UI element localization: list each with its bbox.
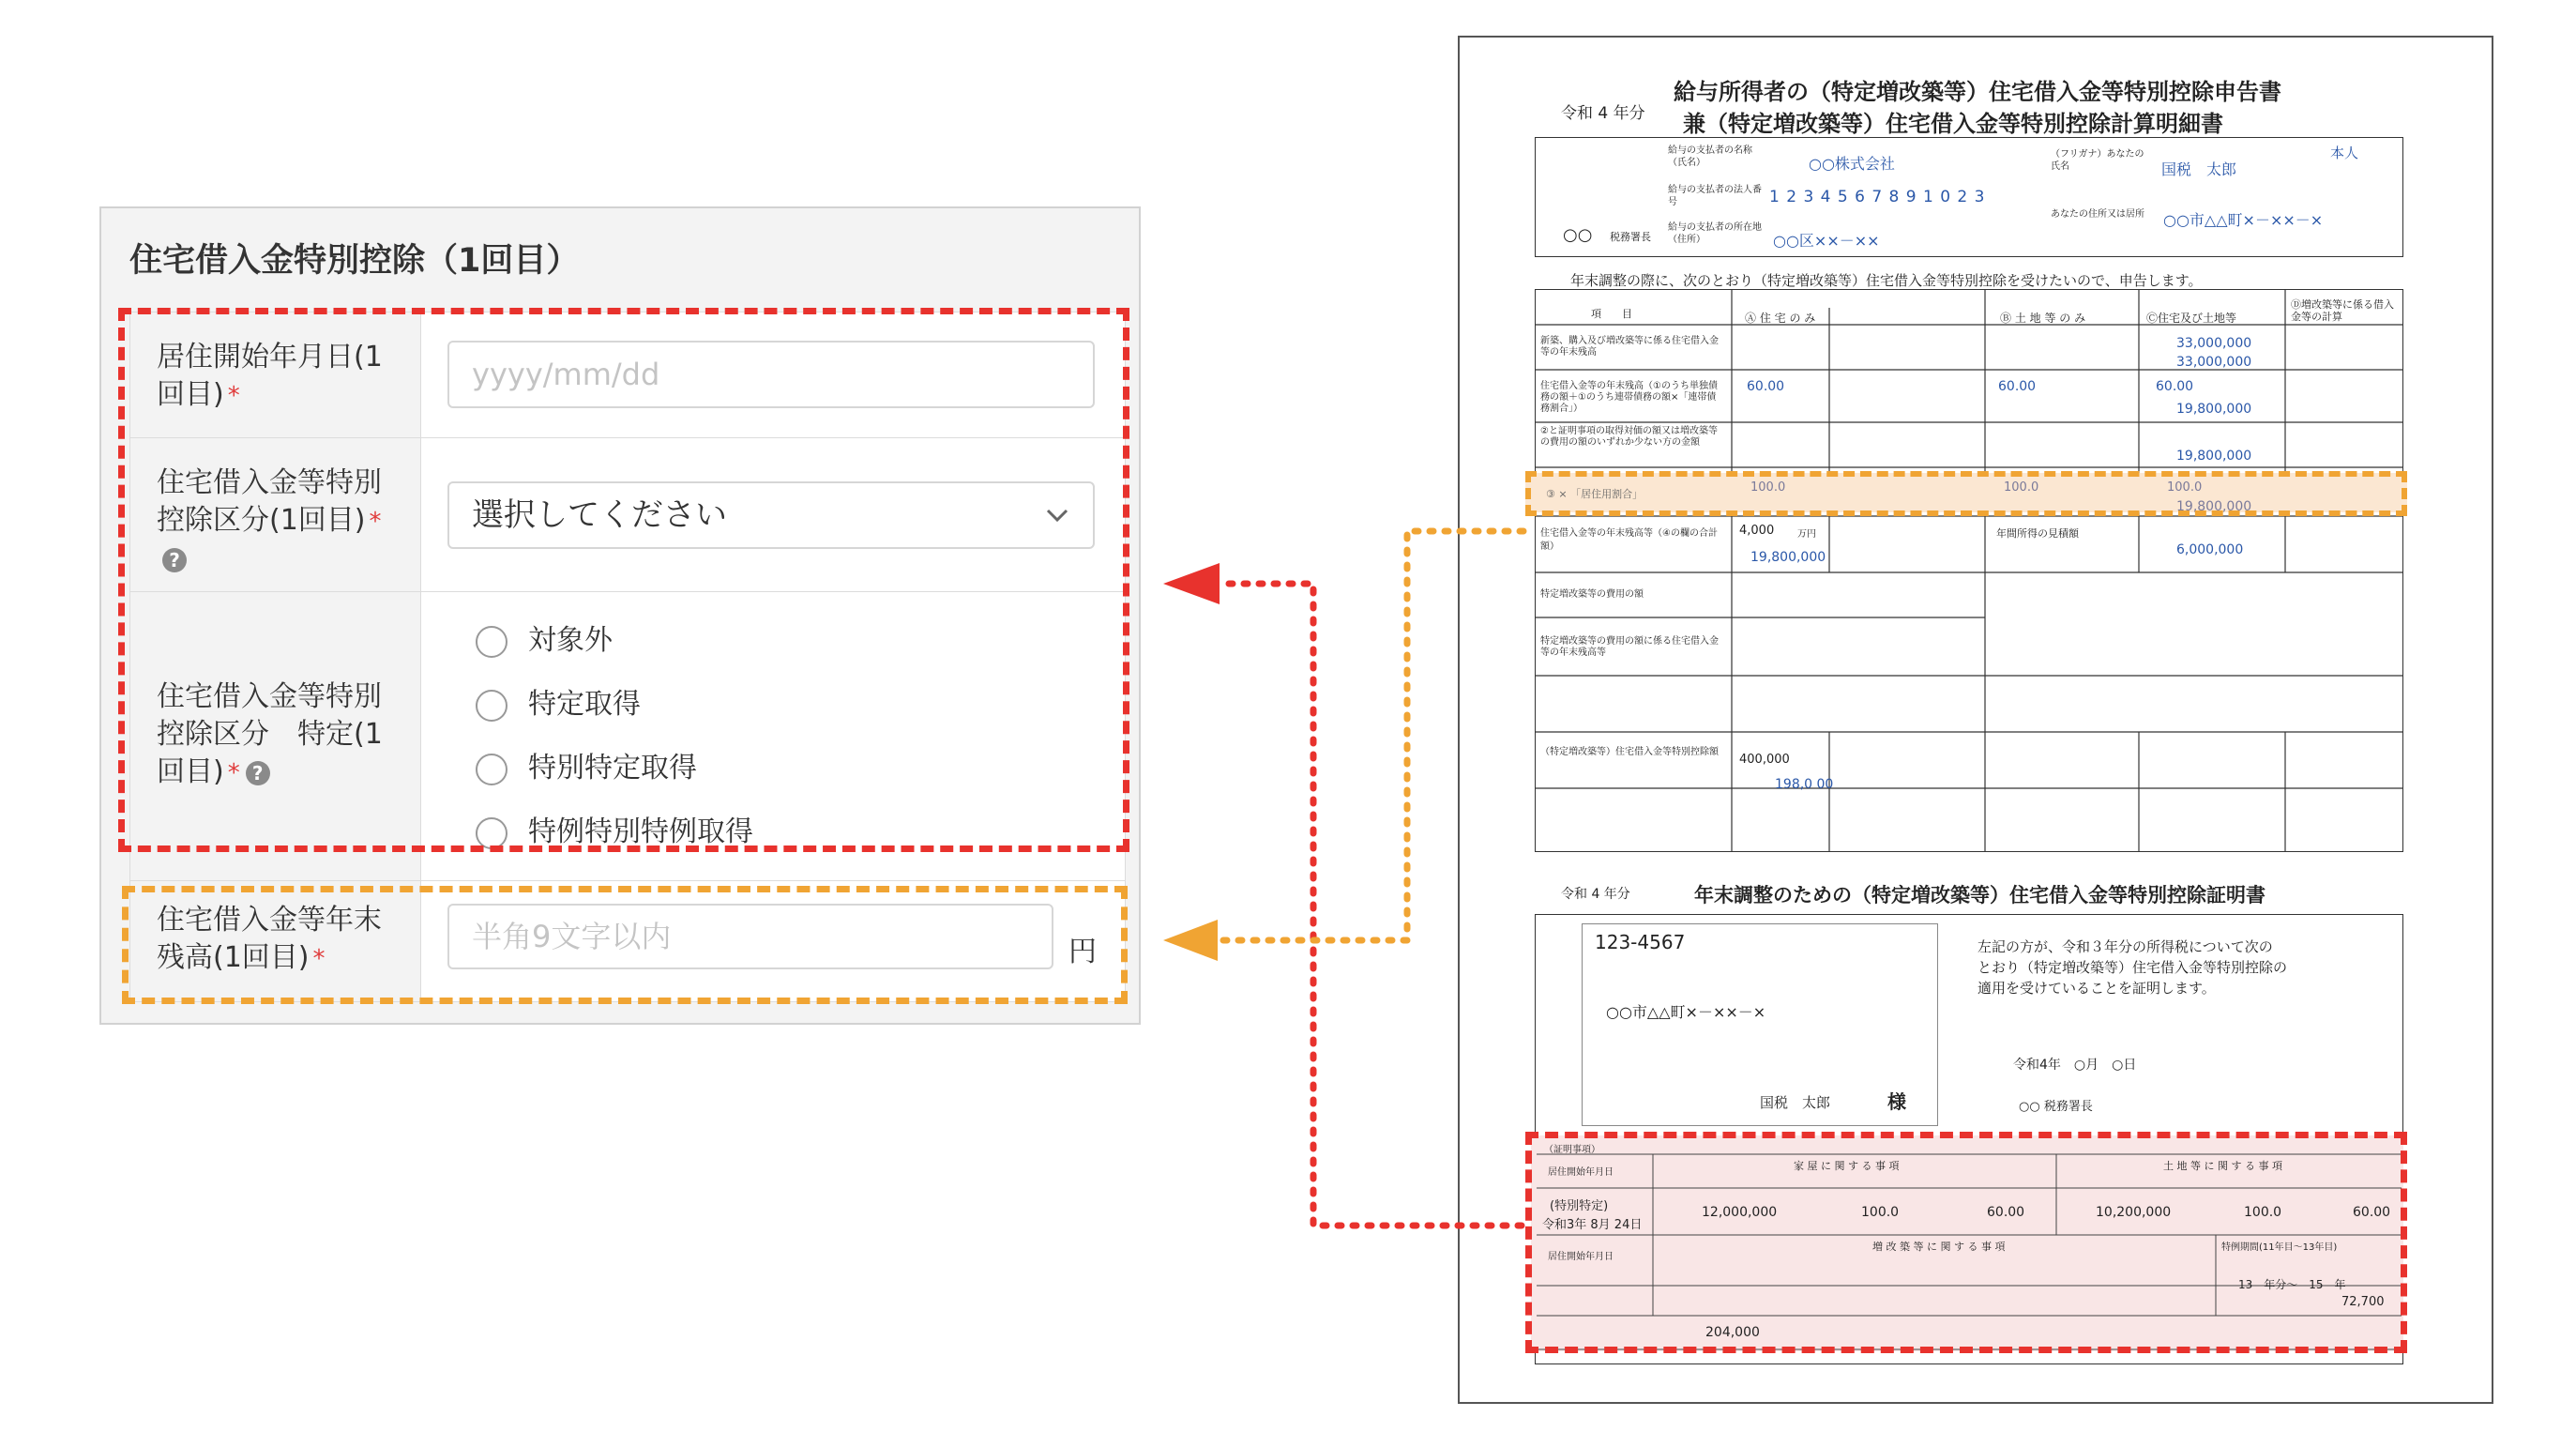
house-joint-ratio: 60.00 xyxy=(1987,1205,2025,1220)
row4-label: ③ × 「居住用割合」 xyxy=(1546,488,1644,500)
col-header-both: Ⓒ住宅及び土地等 xyxy=(2146,312,2237,325)
orange-arrow-head xyxy=(1163,920,1218,961)
balance-placeholder: 半角9文字以内 xyxy=(472,919,672,954)
row6-label: 特定増改築等の費用の額 xyxy=(1540,589,1644,600)
row7-label: 特定増改築等の費用の額に係る住宅借入金等の年末残高等 xyxy=(1540,636,1719,658)
doc-title-1: 給与所得者の（特定増改築等）住宅借入金等特別控除申告書 xyxy=(1674,79,2281,105)
radio-label: 特別特定取得 xyxy=(528,752,697,785)
land-joint-ratio: 60.00 xyxy=(2353,1205,2391,1220)
sama: 様 xyxy=(1887,1090,1906,1113)
postal-code: 123-4567 xyxy=(1595,931,1686,953)
required-mark: * xyxy=(227,759,240,787)
cert-office: ○○ 税務署長 xyxy=(2019,1100,2093,1114)
payer-name-label: 給与の支払者の名称（氏名） xyxy=(1668,145,1752,168)
col-header-house: Ⓐ 住 宅 の み xyxy=(1745,312,1816,325)
radio-label: 特例特別特例取得 xyxy=(528,815,753,848)
cert-date: 令和4年 ○月 ○日 xyxy=(2013,1058,2137,1073)
row5-value: 19,800,000 xyxy=(1750,550,1826,565)
row4-pct-c: 100.0 xyxy=(2167,480,2203,495)
row1-label: 新築、購入及び増改築等に係る住宅借入金等の年末残高 xyxy=(1540,336,1719,358)
cert-name: 国税 太郎 xyxy=(1760,1094,1831,1111)
cert-text-1: 左記の方が、令和３年分の所得税について次の xyxy=(1977,938,2273,955)
year-end-balance-label-text: 住宅借入金等年末残高(1回目) xyxy=(157,904,382,974)
row4-value: 19,800,000 xyxy=(2176,499,2252,514)
special-amount: 72,700 xyxy=(2341,1295,2385,1309)
land-residence-ratio: 100.0 xyxy=(2244,1205,2282,1220)
radio-label: 特定取得 xyxy=(528,688,641,721)
applicant-name: 国税 太郎 xyxy=(2161,160,2237,178)
col-header-item: 項 目 xyxy=(1591,308,1632,320)
renovation-header: 増 改 築 等 に 関 す る 事 項 xyxy=(1872,1241,2006,1253)
row4-pct-b: 100.0 xyxy=(2004,480,2039,495)
col-header-renovation: Ⓓ増改築等に係る借入金等の計算 xyxy=(2291,298,2394,323)
land-cost: 10,200,000 xyxy=(2096,1205,2172,1220)
row2-label: 住宅借入金等の年末残高（①のうち単独債務の額＋①のうち連帯債務の額×「連帯債務割合」） xyxy=(1540,381,1718,414)
cert-year: 令和 4 年分 xyxy=(1561,887,1630,902)
residence-start-label-text: 居住開始年月日(1回目) xyxy=(157,341,383,411)
required-mark: * xyxy=(227,382,240,410)
address-label: あなたの住所又は居所 xyxy=(2051,209,2144,220)
row8-label: （特定増改築等）住宅借入金等特別控除額 xyxy=(1540,747,1719,757)
payer-address: ○○区××－×× xyxy=(1773,232,1880,250)
house-header: 家 屋 に 関 す る 事 項 xyxy=(1794,1160,1900,1172)
row1-value: 33,000,000 xyxy=(2176,336,2252,351)
doc-year: 令和 4 年分 xyxy=(1561,104,1645,123)
residence-start-doc-label-2: 居住開始年月日 xyxy=(1548,1252,1614,1262)
proof-label: （証明事項） xyxy=(1544,1145,1600,1155)
row3-value: 19,800,000 xyxy=(2176,449,2252,464)
doc-title-2: 兼（特定増改築等）住宅借入金等特別控除計算明細書 xyxy=(1683,111,2223,137)
residence-date: 令和3年 8月 24日 xyxy=(1542,1218,1643,1232)
corp-number: 1 2 3 4 5 6 7 8 9 1 0 2 3 xyxy=(1769,188,1986,206)
row2-pct-a: 60.00 xyxy=(1747,379,1785,394)
select-value: 選択してください xyxy=(472,496,727,534)
cert-text-2: とおり（特定増改築等）住宅借入金等特別控除の xyxy=(1977,959,2288,976)
payer-name: ○○株式会社 xyxy=(1809,155,1895,173)
row5-max-unit: 万円 xyxy=(1797,529,1816,540)
row8-max: 400,000 xyxy=(1739,753,1790,767)
deduction-specific-label-text: 住宅借入金等特別控除区分 特定(1回目) xyxy=(157,680,383,788)
row8-value: 198,0 00 xyxy=(1775,777,1834,792)
land-header: 土 地 等 に 関 す る 事 項 xyxy=(2163,1160,2282,1172)
col-header-land: Ⓑ 土 地 等 の み xyxy=(2000,312,2086,325)
row2-pct-c: 60.00 xyxy=(2156,379,2194,394)
row4-pct-a: 100.0 xyxy=(1750,480,1786,495)
row5-label: 住宅借入金等の年末残高等（④の欄の合計額） xyxy=(1540,528,1718,552)
row2-value: 19,800,000 xyxy=(2176,402,2252,417)
red-arrow-head xyxy=(1163,563,1220,604)
required-mark: * xyxy=(312,945,326,973)
help-icon[interactable]: ? xyxy=(162,548,187,572)
help-icon[interactable]: ? xyxy=(246,761,270,785)
furigana-label: （フリガナ）あなたの氏名 xyxy=(2051,149,2144,172)
special-period: 特例期間(11年目～13年目) xyxy=(2221,1242,2338,1253)
special-label: (特別特定) xyxy=(1550,1199,1609,1213)
yen-unit: 円 xyxy=(1068,936,1097,968)
income-value: 6,000,000 xyxy=(2176,542,2244,557)
cert-address: ○○市△△町×－××－× xyxy=(1606,1003,1766,1021)
row1-value-2: 33,000,000 xyxy=(2176,355,2252,370)
deduction-type-label-text: 住宅借入金等特別控除区分(1回目) xyxy=(157,466,382,537)
declaration-text: 年末調整の際に、次のとおり（特定増改築等）住宅借入金等特別控除を受けたいので、申告します。 xyxy=(1570,272,2203,289)
reference-amount: 204,000 xyxy=(1705,1325,1760,1340)
income-label: 年間所得の見積額 xyxy=(1996,527,2079,540)
special-years: 13 年分～ 15 年 xyxy=(2238,1278,2346,1291)
date-placeholder: yyyy/mm/dd xyxy=(472,357,660,392)
panel-title: 住宅借入金特別控除（1回目） xyxy=(129,242,580,280)
house-cost: 12,000,000 xyxy=(1702,1205,1778,1220)
house-residence-ratio: 100.0 xyxy=(1861,1205,1900,1220)
cert-text-3: 適用を受けていることを証明します。 xyxy=(1977,980,2216,997)
corp-number-label: 給与の支払者の法人番号 xyxy=(1668,185,1762,207)
applicant-address: ○○市△△町×－××－× xyxy=(2163,211,2324,229)
tax-office-suffix: 税務署長 xyxy=(1610,231,1651,243)
residence-start-doc-label: 居住開始年月日 xyxy=(1548,1167,1614,1178)
required-mark: * xyxy=(369,508,382,536)
row3-label: ②と証明事項の取得対価の額又は増改築等の費用の額のいずれか少ない方の金額 xyxy=(1540,426,1718,448)
tax-office: ○○ xyxy=(1563,225,1593,245)
relation: 本人 xyxy=(2330,145,2359,161)
row5-max: 4,000 xyxy=(1739,524,1775,538)
row2-pct-b: 60.00 xyxy=(1998,379,2037,394)
cert-title: 年末調整のための（特定増改築等）住宅借入金等特別控除証明書 xyxy=(1694,884,2265,906)
payer-address-label: 給与の支払者の所在地（住所） xyxy=(1668,222,1762,245)
radio-label: 対象外 xyxy=(528,624,613,657)
